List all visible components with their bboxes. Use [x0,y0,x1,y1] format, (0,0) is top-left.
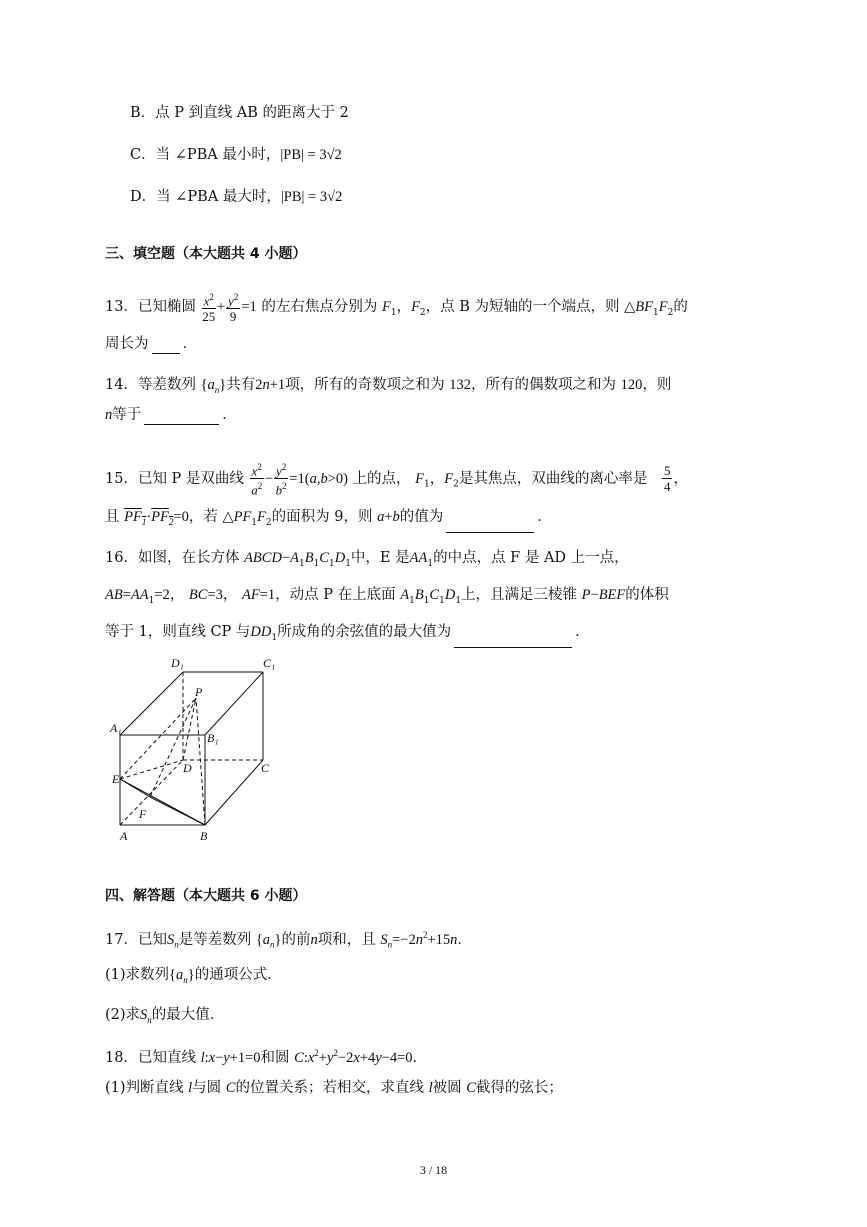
question-13-line1: 13．已知椭圆 $\frac{x^2}{25}$ + $\frac{y^2}{9}$ =1 的左右焦点分别为 $F_1$，$F_2$，点 B 为短轴的一个端点，则 $\triangle BF_1F_2$的 [105,292,688,325]
question-14-line2: n等于 ． [105,407,237,423]
label-p: P [195,685,203,699]
cuboid-figure [105,650,285,850]
label-e: E [112,772,120,786]
question-16-line1: 16．如图，在长方体 $ABCD-A_1B_1C_1D_1$中，E 是$AA_1$的中点，点 F 是 AD 上一点， [105,550,629,569]
label-d: D [183,761,192,775]
question-14-line1: 14．等差数列 $\{a_n\}$共有2n+1项，所有的奇数项之和为 132，所有的偶数项之和为 120，则 [105,377,672,395]
label-b: B [200,829,208,843]
label-f: F [139,807,147,821]
label-d1: D₁ [171,656,184,670]
question-17-part1: (1)求数列$\{a_n\}$的通项公式． [105,967,282,985]
label-c1: C₁ [263,656,276,670]
question-16-line3: 等于 1，则直线 CP 与$DD_1$所成角的余弦值的最大值为 ． [105,622,590,648]
option-c: C．当 ∠PBA 最小时，|PB| = 3√2 [130,147,342,163]
question-16-line2: $AB=AA_1=2$， BC=3， AF=1，动点 P 在上底面 $A_1B_1C_1D_1$上，且满足三棱锥 P−BEF的体积 [105,587,669,606]
label-c: C [261,761,270,775]
label-a: A [120,829,128,843]
question-17-part2: (2)求$S_n$的最大值． [105,1007,225,1025]
option-d: D．当 ∠PBA 最大时，|PB| = 3√2 [130,189,343,205]
section-title-answers: 四、解答题（本大题共 6 小题） [105,888,307,904]
question-13-line2: 周长为 ． [105,336,197,352]
question-15-line1: 15．已知 P 是双曲线 $\frac{x^2}{a^2}$ − $\frac{y^2}{b^2}$ =1(a,b>0) 上的点， $F_1$，$F_2$是其焦点，双曲线的离心率是 $\frac{5}{4}$ ， [105,462,688,498]
label-b1: B₁ [207,731,219,745]
question-15-line2: 且 $PF_1\cdot PF_2=0$，若 $\triangle PF_1F_2$的面积为 9，则 a+b的值为 ． [105,507,552,533]
question-18-part1: (1)判断直线 l与圆 C的位置关系；若相交，求直线 l被圆 C截得的弦长； [105,1080,563,1096]
label-a1: A₁ [110,721,122,735]
question-17-line1: 17．已知$S_n$是等差数列 $\{a_n\}$的前n项和，且 $S_n=-2n^2+15n$． [105,930,472,950]
section-title-fill-in: 三、填空题（本大题共 4 小题） [105,246,307,262]
page-number: 3 / 18 [419,1163,448,1177]
option-b: B．点 P 到直线 AB 的距离大于 2 [130,105,349,121]
question-18-line1: 18．已知直线 l:x−y+1=0和圆 $C:x^2+y^2-2x+4y-4=0$． [105,1048,428,1066]
